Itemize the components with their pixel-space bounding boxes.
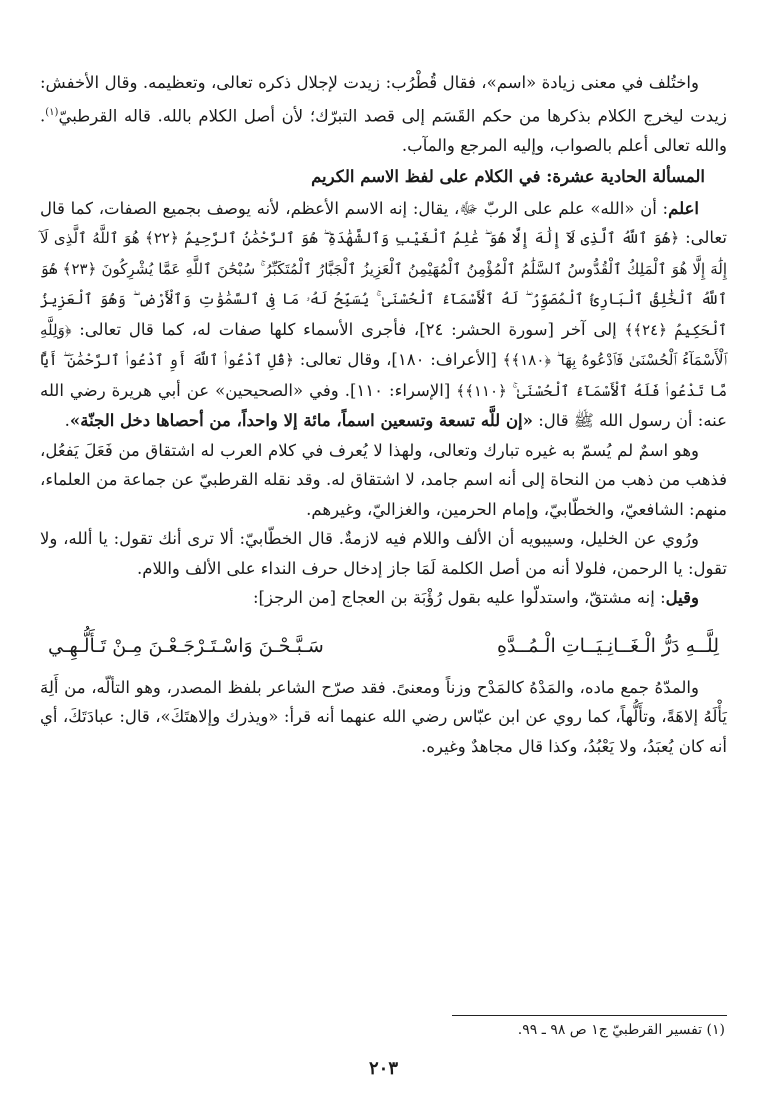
paragraph-text: : أن «الله» علم على الربّ ﷻ، يقال: إنه الاسم الأعظم، لأنه يوصف بجميع الصفات، كما قال تعالى: (40, 198, 727, 247)
quran-verse: ﴿هُوَ ٱللَّهُ ٱلَّذِى لَآ إِلَٰهَ إِلَّا هُوَ ۖ عَٰلِمُ ٱلْغَيْبِ وَٱلشَّهَٰدَةِ ۖ هُوَ ٱلرَّحْمَٰنُ ٱلرَّحِيمُ ﴿٢٢﴾ هُوَ ٱللَّهُ ٱلَّذِى لَآ إِلَٰهَ إِلَّا هُوَ ٱلْمَلِكُ ٱلْقُدُّوسُ ٱلسَّلَٰمُ ٱلْمُؤْمِنُ ٱلْمُهَيْمِنُ ٱلْعَزِيزُ ٱلْجَبَّارُ ٱلْمُتَكَبِّرُ ۚ سُبْحَٰنَ ٱللَّهِ عَمَّا يُشْرِكُونَ ﴿٢٣﴾ هُوَ ٱللَّهُ ٱلْخَٰلِقُ ٱلْبَارِئُ ٱلْمُصَوِّرُ ۖ لَهُ ٱلْأَسْمَآءُ ٱلْحُسْنَىٰ ۚ يُسَبِّحُ لَهُۥ مَا فِى ٱلسَّمَٰوَٰتِ وَٱلْأَرْضِ ۖ وَهُوَ ٱلْعَزِيزُ ٱلْحَكِيمُ ﴿٢٤﴾﴾ (40, 229, 727, 339)
keyword: اعلم (668, 198, 699, 218)
paragraph-text: . (64, 411, 70, 430)
paragraph (40, 583, 727, 613)
paragraph-text: [الأعراف: ١٨٠]، وقال تعالى: (293, 350, 503, 369)
footnote-separator (452, 1015, 727, 1016)
page-number: ٢٠٣ (368, 1058, 398, 1079)
poem-verse (48, 629, 719, 663)
poem-second-hemistich: سَـبَّـحْـنَ وَاسْـتَـرْجَـعْـنَ مِـنْ تَـأَلُّـهِـي (48, 634, 324, 657)
paragraph-text: إلى آخر [سورة الحشر: ٢٤]، فأجرى الأسماء كلها صفات له، كما قال تعالى: (71, 319, 625, 339)
page-body (40, 68, 727, 761)
hadith-text: «إن للَّه تسعة وتسعين اسماً، مائة إلا واحداً، من أحصاها دخل الجنّة» (69, 411, 533, 430)
footnote (518, 1022, 725, 1038)
paragraph: ورُوي عن الخليل، وسيبويه أن الألف واللام فيه لازمةٌ. قال الخطّابيّ: ألا ترى أنك تقول: يا ألله، ولا تقول: يا الرحمن، فلولا أنه من أصل الكلمة لَمَا جاز إدخال حرف النداء على الألف واللام. (40, 529, 727, 578)
paragraph (40, 194, 727, 436)
poem-first-hemistich: لِلَّــهِ دَرُّ الْـغَــانِـيَــاتِ الْـمُــدَّهِ (497, 634, 719, 657)
paragraph-text: [الإسراء: ١١٠]. وفي «الصحيحين» عن أبي هريرة رضي الله عنه: أن رسول الله ﷺ قال: (40, 380, 727, 430)
section-heading: المسألة الحادية عشرة: في الكلام على لفظ الاسم الكريم (311, 167, 705, 186)
paragraph (40, 68, 727, 160)
quran-verse: ﴿وَلِلَّهِ ٱلْأَسْمَآءُ ٱلْحُسْنَىٰ فَٱدْعُوهُ بِهَا ۖ ﴿١٨٠﴾﴾ (40, 320, 728, 369)
paragraph-text: . والله تعالى أعلم بالصواب، وإليه المرجع والمآب. (40, 106, 727, 155)
footnote-ref: (١) (45, 106, 59, 118)
paragraph: والمدّهُ جمع ماده، والمَدْهُ كالمَدْح وزناً ومعنىً. فقد صرّح الشاعر بلفظ المصدر، وهو التألّه، من أَلِهَ يَأْلَهُ إلاهَةً، وتأَلُّهاً، كما روي عن ابن عبّاس رضي الله عنهما أنه قرأ: «ويذرك وإلاهتَكَ»، قال: عبادَتَكَ، أي أنه كان يُعبَدُ، ولا يَعْبُدُ، وكذا قال مجاهدٌ وغيره. (40, 677, 727, 756)
footnote-marker: (١) (706, 1022, 725, 1038)
paragraph: وهو اسمٌ لم يُسمّ به غيره تبارك وتعالى، ولهذا لا يُعرف في كلام العرب له اشتقاق من فَعَلَ يَفعُل، فذهب من ذهب من النحاة إلى أنه اسم جامد، لا اشتقاق له. وقد نقله القرطبيّ عن جماعة من العلماء، منهم: الشافعيّ، والخطّابيّ، وإمام الحرمين، والغزاليّ، وغيرهم. (40, 440, 727, 519)
paragraph-text: : إنه مشتقّ، واستدلّوا عليه بقول رُؤْبَة بن العجاج [من الرجز]: (252, 588, 666, 607)
paragraph-text: واختُلف في معنى زيادة «اسم»، فقال قُطْرُب: زيدت لإجلال ذكره تعالى، وتعظيمه. وقال الأخفش: زيدت ليخرج الكلام بذكرها من حكم القَسَم إلى قصد التبرّك؛ لأن أصل الكلام بالله. قاله القرطبيّ (40, 73, 727, 125)
footnote-text: تفسير القرطبيّ ج١ ص ٩٨ ـ ٩٩. (517, 1022, 703, 1038)
keyword: وقيل (665, 588, 699, 607)
quran-verse: ﴿قُلِ ٱدْعُوا۟ ٱللَّهَ أَوِ ٱدْعُوا۟ ٱلرَّحْمَٰنَ ۖ أَيًّا مَّا تَدْعُوا۟ فَلَهُ ٱلْأَسْمَآءُ ٱلْحُسْنَىٰ ۚ ﴿١١٠﴾﴾ (40, 351, 727, 400)
